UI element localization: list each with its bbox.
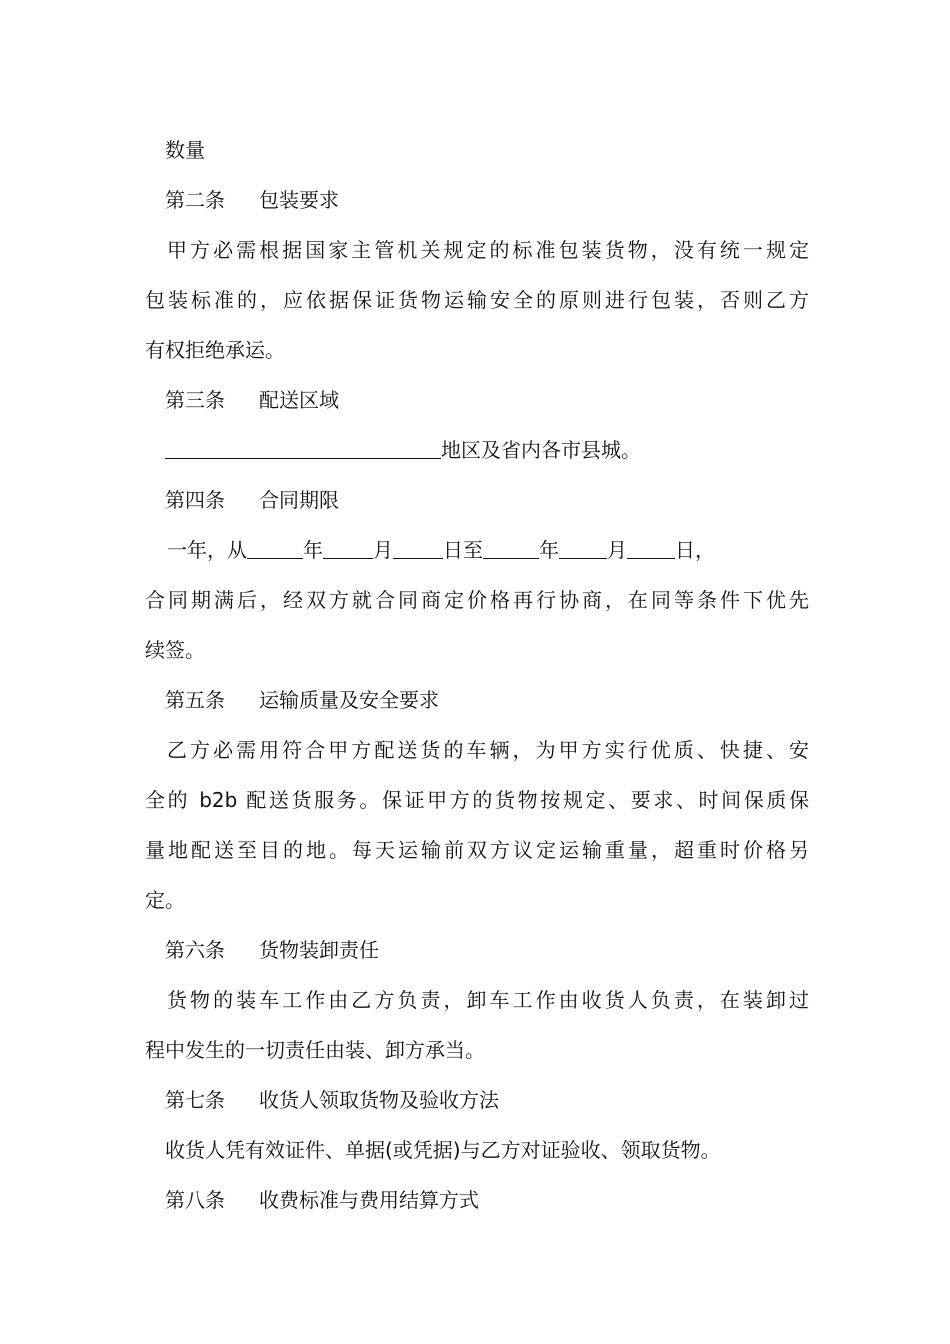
line-text: 货物的装车工作由乙方负责，卸车工作由收货人负责，在装卸过 [167,988,809,1012]
paragraph-line [145,725,809,775]
line-text: 月 [373,538,393,562]
article-number: 第五条 [165,688,225,712]
line-text: 全的 b2b 配送货服务。保证甲方的货物按规定、要求、时间保质保 [145,788,809,812]
article-title: 收货人领取货物及验收方法 [259,1088,499,1112]
text-line [145,125,809,175]
paragraph-line [145,225,809,275]
article-number: 第四条 [165,488,225,512]
article-number: 第二条 [165,188,225,212]
blank-underline[interactable] [627,540,675,559]
article-number: 第八条 [165,1188,225,1212]
paragraph-line [145,825,809,875]
line-text: 续签。 [145,638,205,662]
blank-underline[interactable] [165,440,441,459]
article-number: 第六条 [165,938,225,962]
paragraph-line [145,875,809,925]
blank-underline[interactable] [559,540,607,559]
line-text: 合同期满后，经双方就合同商定价格再行协商，在同等条件下优先 [145,588,809,612]
article-heading [145,475,809,525]
line-text: 甲方必需根据国家主管机关规定的标准包装货物，没有统一规定 [167,238,809,262]
line-text: 一年，从 [167,538,247,562]
blank-underline[interactable] [323,540,373,559]
line-text: 月 [607,538,627,562]
article-heading [145,925,809,975]
line-text: 定。 [145,888,185,912]
article-title: 收费标准与费用结算方式 [259,1188,479,1212]
line-text: 数量 [165,138,205,162]
article-heading [145,675,809,725]
paragraph-line [145,575,809,625]
article-title: 包装要求 [259,188,339,212]
article-heading [145,1075,809,1125]
line-text: 乙方必需用符合甲方配送货的车辆，为甲方实行优质、快捷、安 [167,738,809,762]
line-text: 年 [303,538,323,562]
article-heading [145,1175,809,1225]
line-text: 日， [675,538,715,562]
line-text: 量地配送至目的地。每天运输前双方议定运输重量，超重时价格另 [145,838,809,862]
line-text: 年 [539,538,559,562]
article-heading [145,375,809,425]
paragraph-line [145,275,809,325]
paragraph-line [145,1025,809,1075]
paragraph-line [145,325,809,375]
paragraph-line [145,425,809,475]
line-text: 有权拒绝承运。 [145,338,285,362]
blank-underline[interactable] [483,540,539,559]
paragraph-line [145,625,809,675]
document-body [145,125,809,1225]
line-text: 包装标准的，应依据保证货物运输安全的原则进行包装，否则乙方 [145,288,809,312]
blank-underline[interactable] [393,540,443,559]
article-title: 合同期限 [259,488,339,512]
line-text: 日至 [443,538,483,562]
paragraph-line [145,525,809,575]
article-number: 第三条 [165,388,225,412]
paragraph-line [145,1125,809,1175]
article-heading [145,175,809,225]
paragraph-line [145,975,809,1025]
article-title: 货物装卸责任 [259,938,379,962]
blank-underline[interactable] [247,540,303,559]
paragraph-line [145,775,809,825]
article-title: 运输质量及安全要求 [259,688,439,712]
line-text: 收货人凭有效证件、单据(或凭据)与乙方对证验收、领取货物。 [165,1138,721,1162]
article-title: 配送区域 [259,388,339,412]
line-text: 地区及省内各市县城。 [441,438,641,462]
article-number: 第七条 [165,1088,225,1112]
line-text: 程中发生的一切责任由装、卸方承当。 [145,1038,485,1062]
